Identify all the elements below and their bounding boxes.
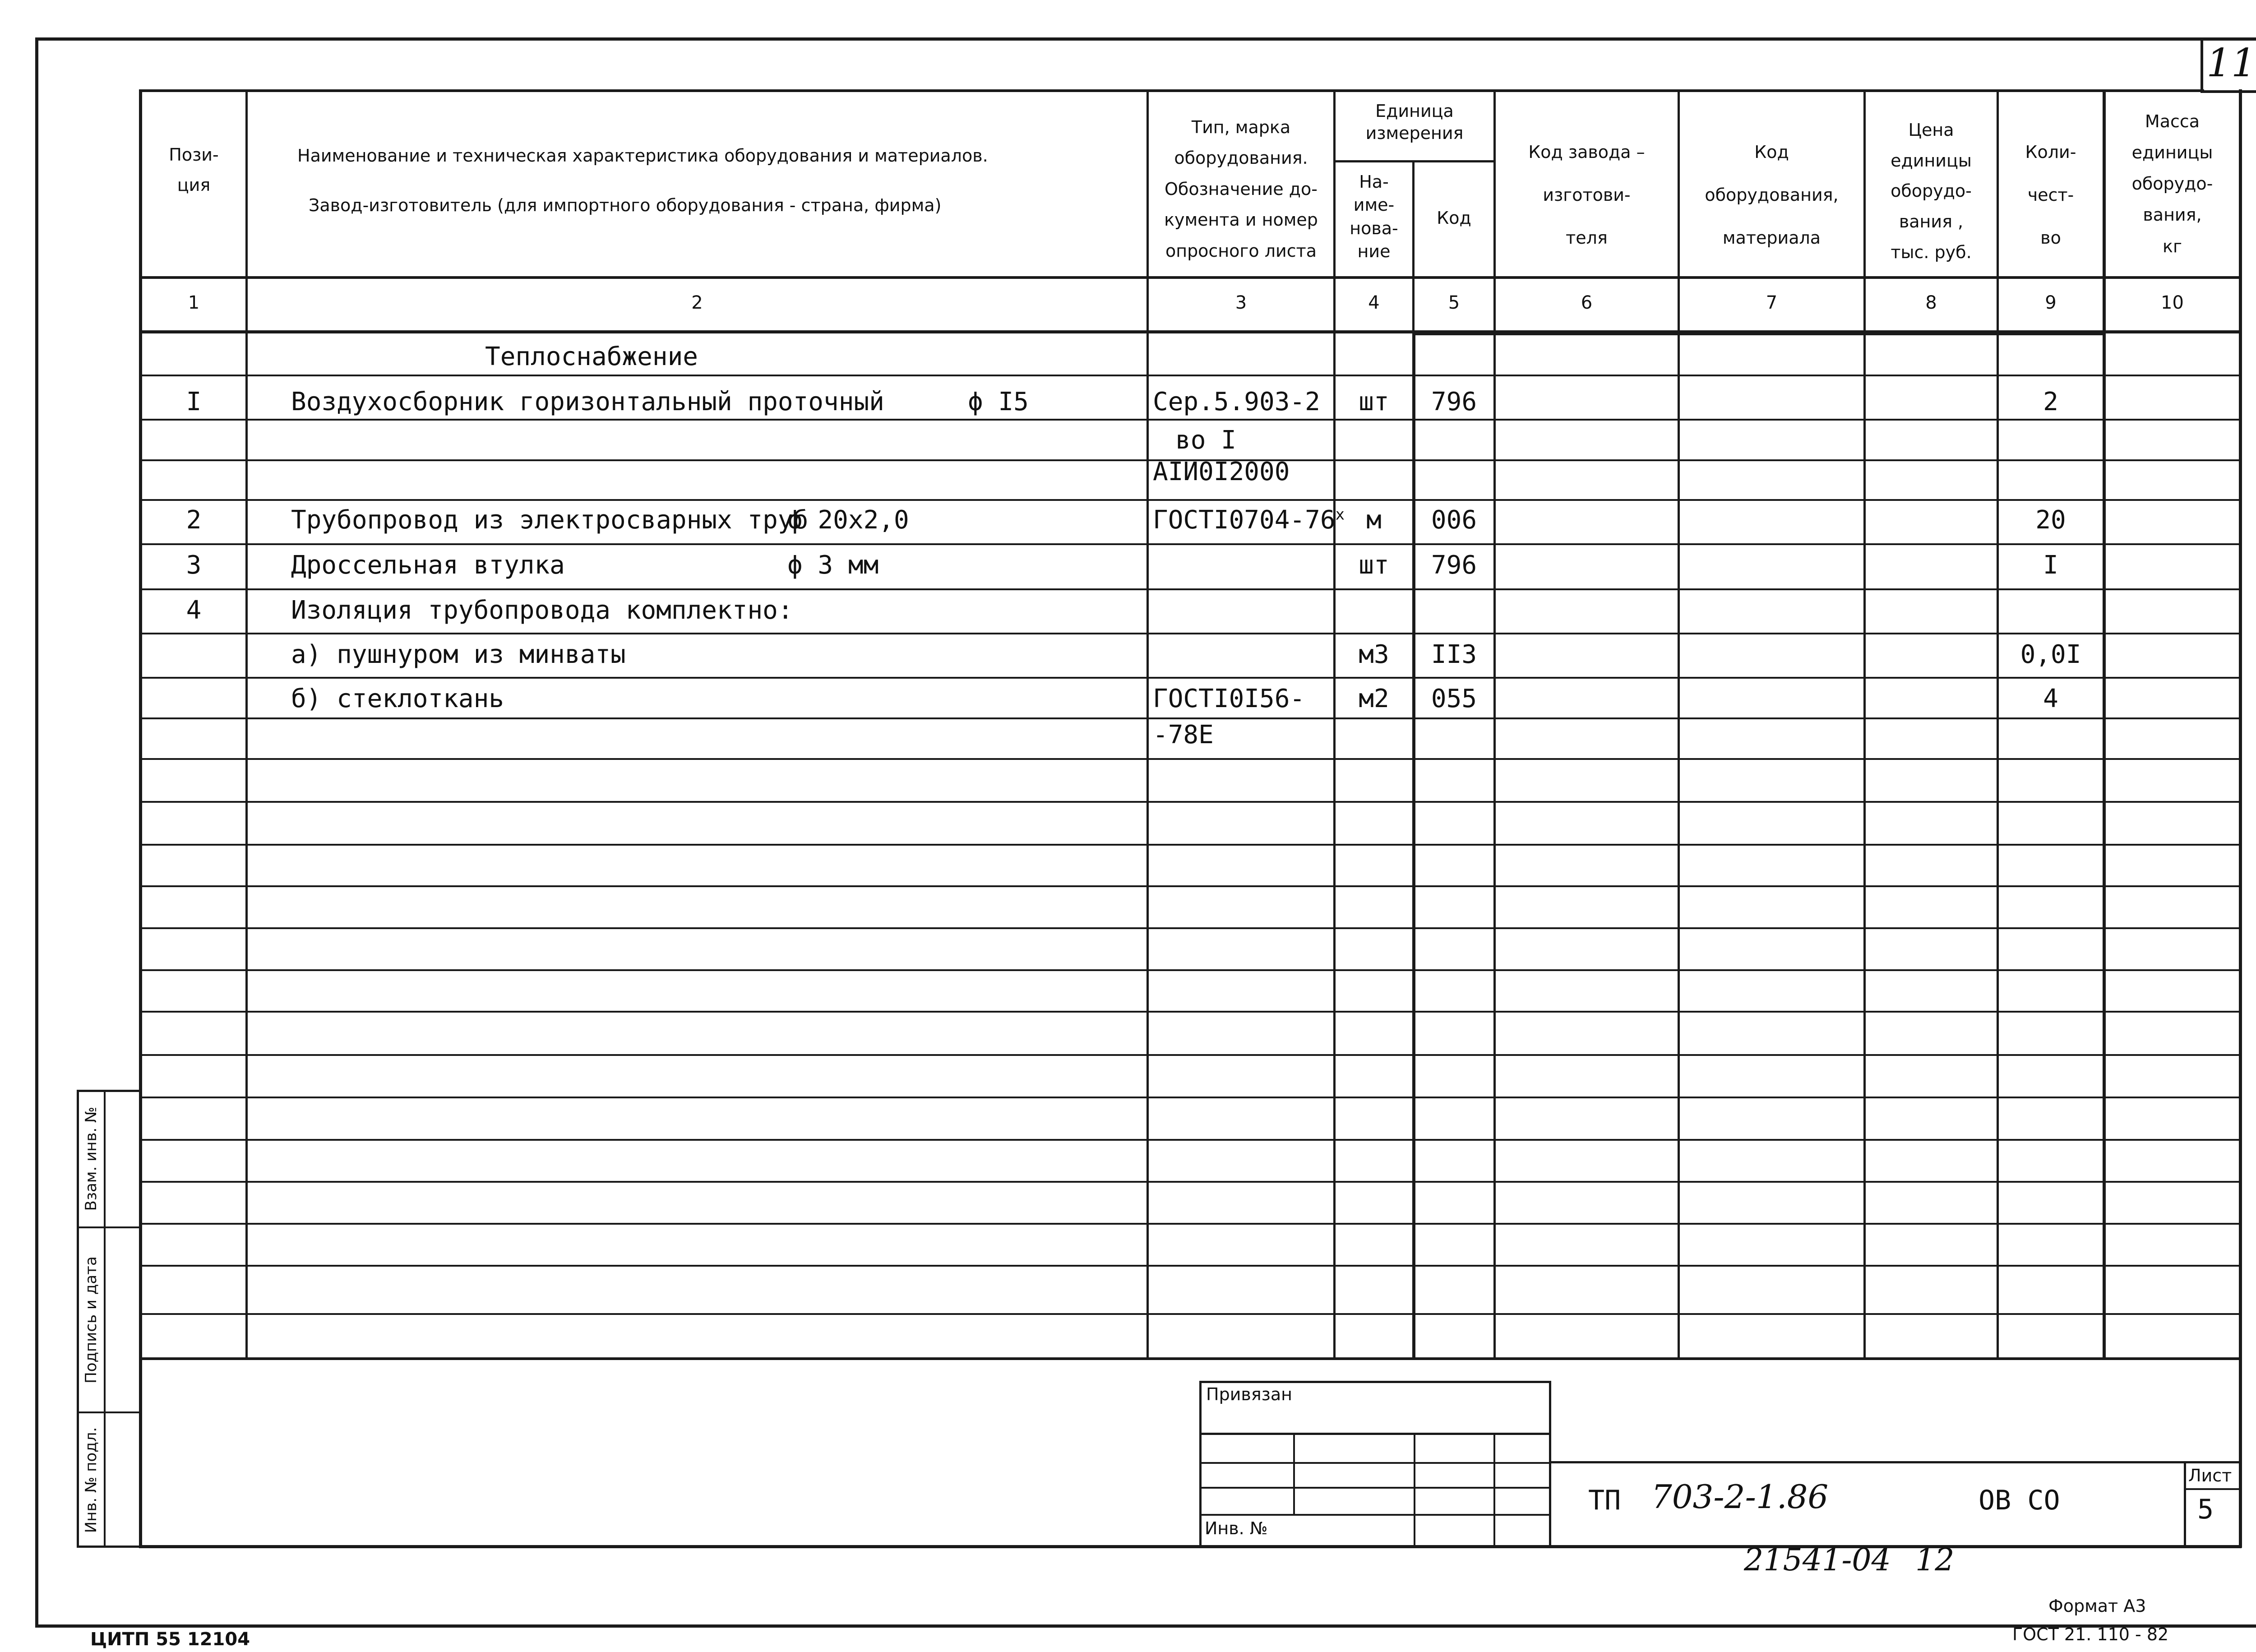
doc-code-prefix: ТП — [1588, 1485, 1621, 1516]
stamp-inv-podl: Инв. № подл. — [82, 1427, 100, 1533]
list-label: Лист — [2188, 1466, 2232, 1485]
privyazan-label: Привязан — [1206, 1384, 1292, 1404]
row3-type: AIИ0I2000 — [1153, 457, 1290, 486]
stamp-vzam-inv: Взам. инв. № — [82, 1106, 100, 1211]
row4-diameter: ϕ 20х2,0 — [787, 505, 909, 535]
row5-pos: 3 — [186, 551, 202, 580]
row8-name: б) стеклоткань — [291, 684, 504, 713]
row4-unit: м — [1366, 505, 1382, 535]
row5-qty: I — [2043, 551, 2058, 580]
row1-qty: 2 — [2043, 387, 2058, 416]
row4-qty: 20 — [2035, 505, 2066, 535]
header-col6: Код завода – изготови- теля — [1528, 142, 1645, 248]
row2-type: во I — [1175, 426, 1236, 455]
colnum-8: 8 — [1925, 292, 1937, 313]
table-body-bottom — [139, 1357, 2242, 1360]
row5-diameter: ϕ 3 мм — [787, 551, 879, 580]
row5-code: 796 — [1431, 551, 1477, 580]
doc-code-number: 703-2-1.86 — [1651, 1478, 1829, 1516]
colnum-7: 7 — [1766, 292, 1778, 313]
row8-unit: м2 — [1359, 684, 1389, 713]
row7-qty: 0,0I — [2020, 640, 2081, 669]
table-right-border — [2239, 89, 2242, 1548]
row4-type: $ГОСТI0704-76^х$ — [1153, 505, 1345, 535]
row6-pos: 4 — [186, 596, 202, 625]
handwritten-album-number: 21541-04 — [1744, 1542, 1891, 1578]
row5-name: Дроссельная втулка — [291, 551, 565, 580]
row4-pos: 2 — [186, 505, 202, 535]
doc-mark: ОВ СО — [1979, 1485, 2060, 1516]
colnum-10: 10 — [2161, 292, 2184, 313]
row9-type: -78Е — [1153, 720, 1214, 750]
footer-citp: ЦИТП 55 12104 — [90, 1629, 250, 1650]
row1-pos: I — [186, 387, 202, 416]
row8-type: ГОСТI0I56- — [1153, 684, 1305, 713]
header-col45-group: Единица измерения — [1365, 101, 1464, 143]
frame-left — [35, 37, 38, 1626]
header-col7: Код оборудования, материала — [1705, 142, 1839, 248]
inv-no-label: Инв. № — [1205, 1518, 1268, 1538]
row8-code: 055 — [1431, 684, 1477, 713]
row7-unit: м3 — [1359, 640, 1389, 669]
colnum-2: 2 — [691, 292, 703, 313]
header-col5: Код — [1437, 208, 1471, 228]
row5-unit: шт — [1359, 551, 1389, 580]
handwritten-page-number: 12 — [1915, 1542, 1955, 1578]
colnum-1: 1 — [188, 292, 200, 313]
row6-name: Изоляция трубопровода комплектно: — [291, 596, 793, 625]
table-top-border — [139, 89, 2204, 92]
list-value: 5 — [2197, 1494, 2214, 1525]
colnum-4: 4 — [1368, 292, 1380, 313]
header-col8: Цена единицы оборудо- вания , тыс. руб. — [1891, 120, 1972, 262]
frame-top — [35, 37, 2256, 41]
frame-bottom — [35, 1624, 2256, 1628]
row1-diameter: ϕ I5 — [968, 387, 1029, 416]
table-left-border — [139, 89, 142, 1548]
row7-name: а) пушнуром из минваты — [291, 640, 626, 669]
row1-code: 796 — [1431, 387, 1477, 416]
colnum-9: 9 — [2045, 292, 2057, 313]
row1-unit: шт — [1359, 387, 1389, 416]
header-col2: Наименование и техническая характеристика оборудования и материалов. Завод-изготовитель (для импортного оборудования - страна, фирма) — [297, 146, 988, 216]
row4-name: Трубопровод из электросварных труб — [291, 505, 809, 535]
footer-format: Формат А3 — [2048, 1596, 2146, 1616]
footer-gost: ГОСТ 21. 110 - 82 — [2012, 1624, 2169, 1644]
stamp-podpis-data: Подпись и дата — [82, 1256, 100, 1384]
sheet-corner-number: 11 — [2206, 41, 2256, 86]
row8-qty: 4 — [2043, 684, 2058, 713]
header-col4: На- име- нова- ние — [1350, 172, 1398, 261]
colnum-5: 5 — [1448, 292, 1460, 313]
row7-code: II3 — [1431, 640, 1477, 669]
row1-name: Воздухосборник горизонтальный проточный — [291, 387, 884, 416]
header-col10: Масса единицы оборудо- вания, кг — [2131, 111, 2213, 256]
colnum-6: 6 — [1581, 292, 1593, 313]
header-col9: Коли- чест- во — [2025, 142, 2076, 248]
section-heading: Теплоснабжение — [485, 342, 698, 371]
header-col3: Тип, марка оборудования. Обозначение до- кумента и номер опросного листа — [1164, 117, 1318, 261]
colnum-3: 3 — [1235, 292, 1247, 313]
header-col1: Пози- ция — [169, 145, 219, 195]
row1-type: Сер.5.903-2 — [1153, 387, 1320, 416]
row4-code: 006 — [1431, 505, 1477, 535]
